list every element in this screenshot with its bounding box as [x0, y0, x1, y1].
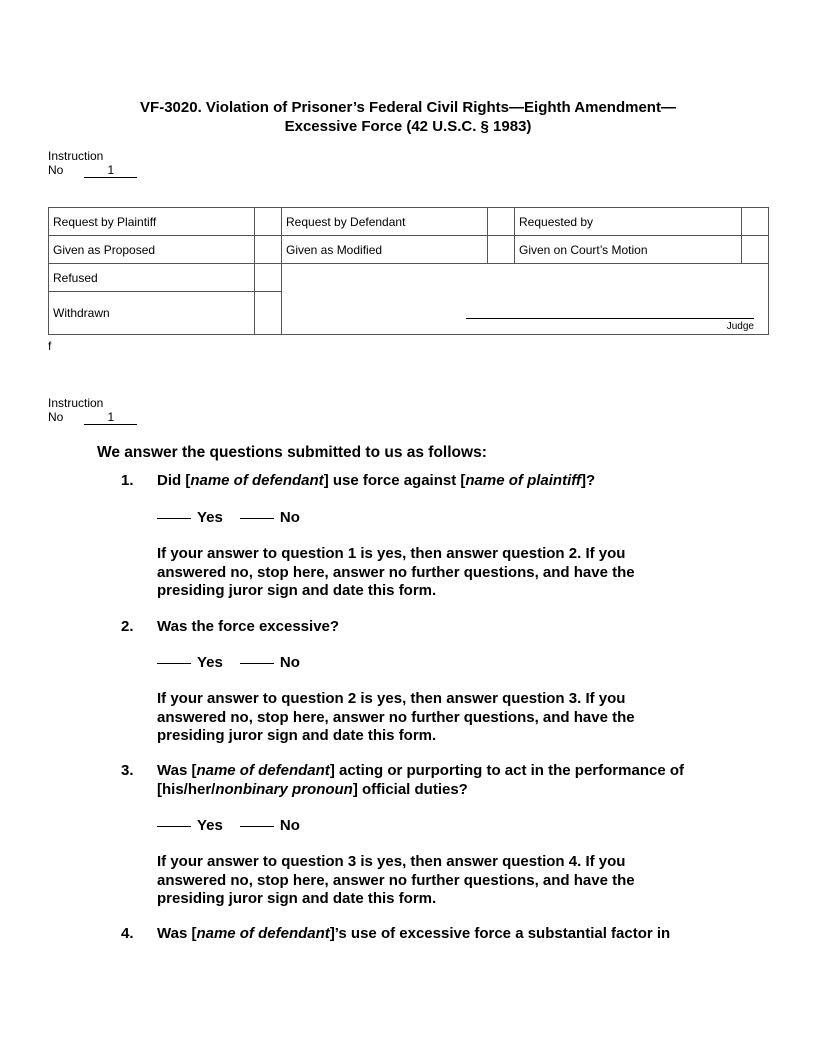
question-2-number: 2.	[121, 618, 134, 635]
question-1-instruction: If your answer to question 1 is yes, then answer question 2. If you answered no, stop here, answer no further questions, and have the presiding juror sign and date this form.	[157, 545, 635, 599]
question-1-yes-label: Yes	[197, 509, 223, 526]
request-by-defendant-checkbox[interactable]	[488, 208, 515, 236]
given-as-proposed-label: Given as Proposed	[49, 236, 255, 264]
given-on-courts-motion-label: Given on Court’s Motion	[515, 236, 742, 264]
given-as-modified-checkbox[interactable]	[488, 236, 515, 264]
refused-label: Refused	[49, 264, 255, 292]
question-3-yes-label: Yes	[197, 817, 223, 834]
question-2-answer	[157, 654, 300, 671]
question-3-instruction: If your answer to question 3 is yes, then answer question 4. If you answered no, stop here, answer no further questions, and have the presiding juror sign and date this form.	[157, 853, 635, 907]
question-2-yes-blank[interactable]	[157, 663, 191, 664]
question-2-instruction: If your answer to question 2 is yes, then answer question 3. If you answered no, stop here, answer no further questions, and have the presiding juror sign and date this form.	[157, 690, 635, 744]
instruction-label: Instruction	[48, 149, 104, 163]
judge-label: Judge	[726, 321, 754, 332]
instruction-no-label-2: No	[48, 410, 64, 424]
given-on-courts-motion-checkbox[interactable]	[742, 236, 769, 264]
requested-by-label: Requested by	[515, 208, 742, 236]
title-line-2: Excessive Force (42 U.S.C. § 1983)	[284, 118, 532, 135]
question-2-text: Was the force excessive?	[157, 618, 340, 635]
form-title	[0, 98, 816, 136]
instruction-number-block	[48, 149, 137, 178]
requested-by-checkbox[interactable]	[742, 208, 769, 236]
question-3-number: 3.	[121, 762, 134, 779]
instruction-no-field-2[interactable]: 1	[84, 411, 137, 425]
question-3-no-blank[interactable]	[240, 826, 274, 827]
instruction-label-2: Instruction	[48, 396, 104, 410]
request-by-defendant-label: Request by Defendant	[282, 208, 488, 236]
question-4-text: Was [name of defendant]’s use of excessive force a substantial factor in	[157, 925, 671, 942]
question-1-answer	[157, 509, 300, 526]
request-by-plaintiff-checkbox[interactable]	[255, 208, 282, 236]
instruction-no-field[interactable]: 1	[84, 164, 137, 178]
question-3-yes-blank[interactable]	[157, 826, 191, 827]
instruction-no-label: No	[48, 163, 64, 177]
request-table	[48, 207, 769, 335]
question-1-no-label: No	[279, 509, 300, 526]
judge-signature-line[interactable]	[466, 318, 754, 319]
request-by-plaintiff-label: Request by Plaintiff	[49, 208, 255, 236]
question-3-answer	[157, 817, 300, 834]
question-3-text: Was [name of defendant] acting or purporting to act in the performance of [his/her/nonbinary pronoun] official duties?	[157, 762, 684, 798]
judge-signature-area	[282, 264, 769, 335]
given-as-proposed-checkbox[interactable]	[255, 236, 282, 264]
verdict-intro: We answer the questions submitted to us as follows:	[97, 444, 487, 461]
stray-mark: f	[48, 339, 52, 353]
question-1-number: 1.	[121, 472, 134, 489]
question-2-yes-label: Yes	[197, 654, 223, 671]
withdrawn-checkbox[interactable]	[255, 292, 282, 335]
title-line-1: VF-3020. Violation of Prisoner’s Federal Civil Rights—Eighth Amendment—	[140, 99, 676, 116]
question-2-no-blank[interactable]	[240, 663, 274, 664]
question-2-no-label: No	[279, 654, 300, 671]
question-1-no-blank[interactable]	[240, 518, 274, 519]
refused-checkbox[interactable]	[255, 264, 282, 292]
instruction-number-block-2	[48, 396, 137, 425]
question-3-no-label: No	[279, 817, 300, 834]
question-1-yes-blank[interactable]	[157, 518, 191, 519]
given-as-modified-label: Given as Modified	[282, 236, 488, 264]
question-1-text: Did [name of defendant] use force against [name of plaintiff]?	[157, 472, 596, 489]
question-4-number: 4.	[121, 925, 134, 942]
withdrawn-label: Withdrawn	[49, 292, 255, 335]
